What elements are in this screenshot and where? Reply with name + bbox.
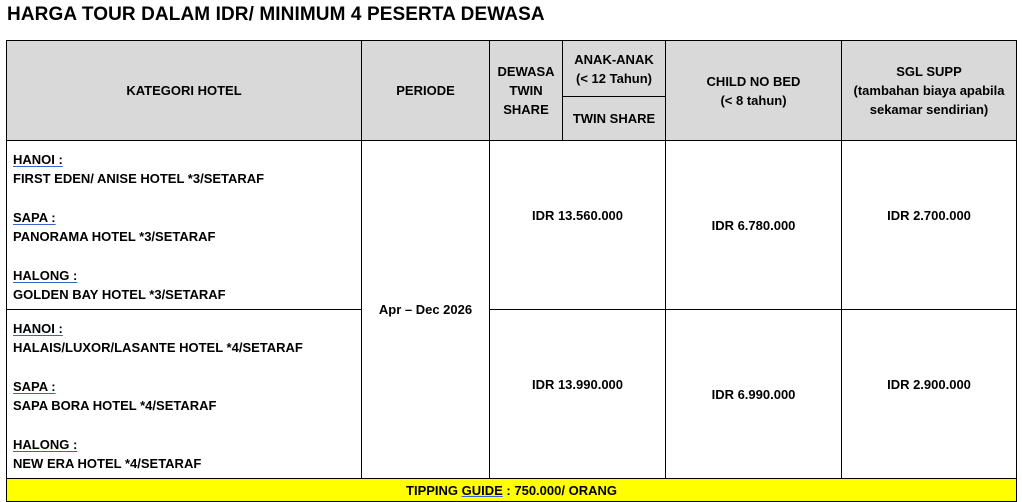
table-row bbox=[7, 310, 1017, 479]
tipping-footer-row bbox=[7, 479, 1017, 502]
periode-cell: Apr – Dec 2026 bbox=[362, 141, 490, 479]
city-label: SAPA : bbox=[13, 378, 56, 394]
price-table bbox=[6, 40, 1017, 502]
hotel-list-cell bbox=[7, 310, 362, 479]
city-label: SAPA : bbox=[13, 209, 56, 225]
twin-share-price: IDR 13.990.000 bbox=[490, 310, 666, 479]
header-child-no-bed: CHILD NO BED (< 8 tahun) bbox=[666, 41, 842, 141]
hotel-name: FIRST EDEN/ ANISE HOTEL *3/SETARAF bbox=[13, 171, 265, 187]
twin-share-price: IDR 13.560.000 bbox=[490, 141, 666, 310]
hotel-name: SAPA BORA HOTEL *4/SETARAF bbox=[13, 398, 217, 414]
hotel-name: HALAIS/LUXOR/LASANTE HOTEL *4/SETARAF bbox=[13, 340, 303, 356]
child-no-bed-price: IDR 6.990.000 bbox=[666, 310, 842, 479]
hotel-list-cell bbox=[7, 141, 362, 310]
city-label: HALONG : bbox=[13, 267, 78, 283]
table-row bbox=[7, 141, 1017, 310]
header-anak-anak: ANAK-ANAK (< 12 Tahun) bbox=[563, 41, 666, 97]
city-label: HANOI : bbox=[13, 321, 63, 336]
header-anak-twin-share: TWIN SHARE bbox=[563, 97, 666, 141]
hotel-name: PANORAMA HOTEL *3/SETARAF bbox=[13, 229, 216, 245]
page-title: HARGA TOUR DALAM IDR/ MINIMUM 4 PESERTA DEWASA bbox=[7, 4, 545, 25]
header-kategori-hotel: KATEGORI HOTEL bbox=[7, 41, 362, 141]
sgl-supp-price: IDR 2.900.000 bbox=[842, 310, 1017, 479]
header-dewasa-twin-share: DEWASA TWIN SHARE bbox=[490, 41, 563, 141]
tipping-guide-note: TIPPING GUIDE : 750.000/ ORANG bbox=[7, 479, 1017, 502]
sgl-supp-price: IDR 2.700.000 bbox=[842, 141, 1017, 310]
hotel-name: NEW ERA HOTEL *4/SETARAF bbox=[13, 456, 202, 472]
header-sgl-supp: SGL SUPP (tambahan biaya apabila sekamar sendirian) bbox=[842, 41, 1017, 141]
header-periode: PERIODE bbox=[362, 41, 490, 141]
city-label: HANOI : bbox=[13, 152, 63, 167]
child-no-bed-price: IDR 6.780.000 bbox=[666, 141, 842, 310]
hotel-name: GOLDEN BAY HOTEL *3/SETARAF bbox=[13, 287, 226, 303]
city-label: HALONG : bbox=[13, 436, 78, 452]
